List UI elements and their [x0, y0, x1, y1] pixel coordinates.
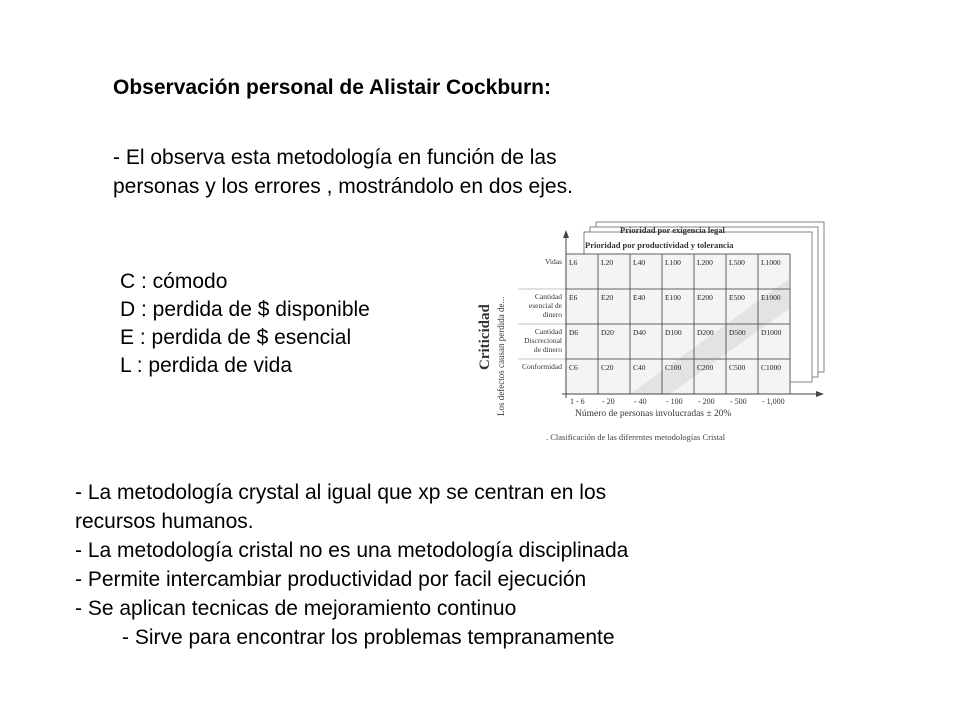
x-tick-label: - 200 [698, 397, 715, 406]
x-tick-label: - 1,000 [762, 397, 785, 406]
grid-cell-label: E200 [697, 293, 713, 302]
x-axis-arrow [816, 391, 824, 397]
grid-cell-label: E1000 [761, 293, 781, 302]
legend-item-c: C : cómodo [120, 270, 228, 293]
grid-cell-label: L1000 [761, 258, 781, 267]
grid-cell-label: C100 [665, 363, 682, 372]
grid-cell-label: D1000 [761, 328, 782, 337]
x-tick-label: - 100 [666, 397, 683, 406]
legend-item-e: E : perdida de $ esencial [120, 326, 352, 349]
grid-cell-label: L100 [665, 258, 681, 267]
bullet-line: recursos humanos. [75, 510, 254, 533]
x-tick-label: 1 - 6 [570, 397, 585, 406]
header-front: Prioridad por productividad y tolerancia [585, 240, 734, 250]
y-axis-subtitle: Los defectos causan perdida de... [496, 296, 506, 416]
x-tick-label: - 40 [634, 397, 647, 406]
bullet-list [75, 478, 628, 652]
grid-cell-label: E6 [569, 293, 578, 302]
header-back: Prioridad por exigencia legal [620, 225, 725, 235]
grid-cell-label: C200 [697, 363, 714, 372]
y-axis-arrow [563, 230, 569, 238]
grid-cell-label: D200 [697, 328, 714, 337]
grid-cell-label: D100 [665, 328, 682, 337]
intro-line: personas y los errores , mostrándolo en dos ejes. [113, 175, 573, 198]
row-label: Conformidad [522, 362, 562, 371]
bullet-subline: - Sirve para encontrar los problemas tempranamente [122, 626, 615, 649]
grid-cell-label: L500 [729, 258, 745, 267]
grid-cell-label: L20 [601, 258, 614, 267]
x-axis-title: Número de personas involucradas ± 20% [575, 409, 732, 419]
figure-caption: . Clasificación de las diferentes metodologías Cristal [546, 432, 726, 442]
bullet-line: - La metodología cristal no es una metodología disciplinada [75, 539, 629, 562]
legend-item-l: L : perdida de vida [120, 354, 293, 377]
y-axis-title: Criticidad [477, 304, 493, 370]
intro-paragraph [113, 143, 573, 201]
grid-cell-label: C40 [633, 363, 646, 372]
row-label: Cantidad [534, 327, 562, 336]
row-label: Vidas [544, 257, 562, 266]
row-label: Discrecional [524, 336, 562, 345]
grid-cell-label: E500 [729, 293, 745, 302]
x-tick-label: - 20 [602, 397, 615, 406]
grid-cell-label: L200 [697, 258, 713, 267]
grid-cell-label: D500 [729, 328, 746, 337]
legend-list [120, 268, 370, 380]
x-tick-label: - 500 [730, 397, 747, 406]
slide-title: Observación personal de Alistair Cockburn: [113, 76, 552, 99]
legend-item-d: D : perdida de $ disponible [120, 298, 370, 321]
grid-cell-label: L6 [569, 258, 578, 267]
bullet-line: - Permite intercambiar productividad por facil ejecución [75, 568, 587, 591]
row-label: de dinero [533, 345, 562, 354]
grid-cell-label: D6 [569, 328, 579, 337]
row-label: Cantidad [534, 292, 562, 301]
grid-cell-label: C6 [569, 363, 578, 372]
grid-cell-label: E100 [665, 293, 681, 302]
grid-cell-label: L40 [633, 258, 646, 267]
crystal-classification-figure [470, 218, 830, 448]
grid-cell-label: D20 [601, 328, 614, 337]
grid-cell-label: E40 [633, 293, 646, 302]
grid-cell-label: C20 [601, 363, 614, 372]
row-label: dinero [542, 310, 562, 319]
grid-cell-label: E20 [601, 293, 614, 302]
row-label: esencial de [528, 301, 562, 310]
grid-cell-label: C1000 [761, 363, 782, 372]
bullet-line: - La metodología crystal al igual que xp se centran en los [75, 481, 607, 504]
grid-cell-label: C500 [729, 363, 746, 372]
grid-cell-label: D40 [633, 328, 646, 337]
bullet-line: - Se aplican tecnicas de mejoramiento continuo [75, 597, 517, 620]
intro-line: - El observa esta metodología en función de las [113, 146, 557, 169]
